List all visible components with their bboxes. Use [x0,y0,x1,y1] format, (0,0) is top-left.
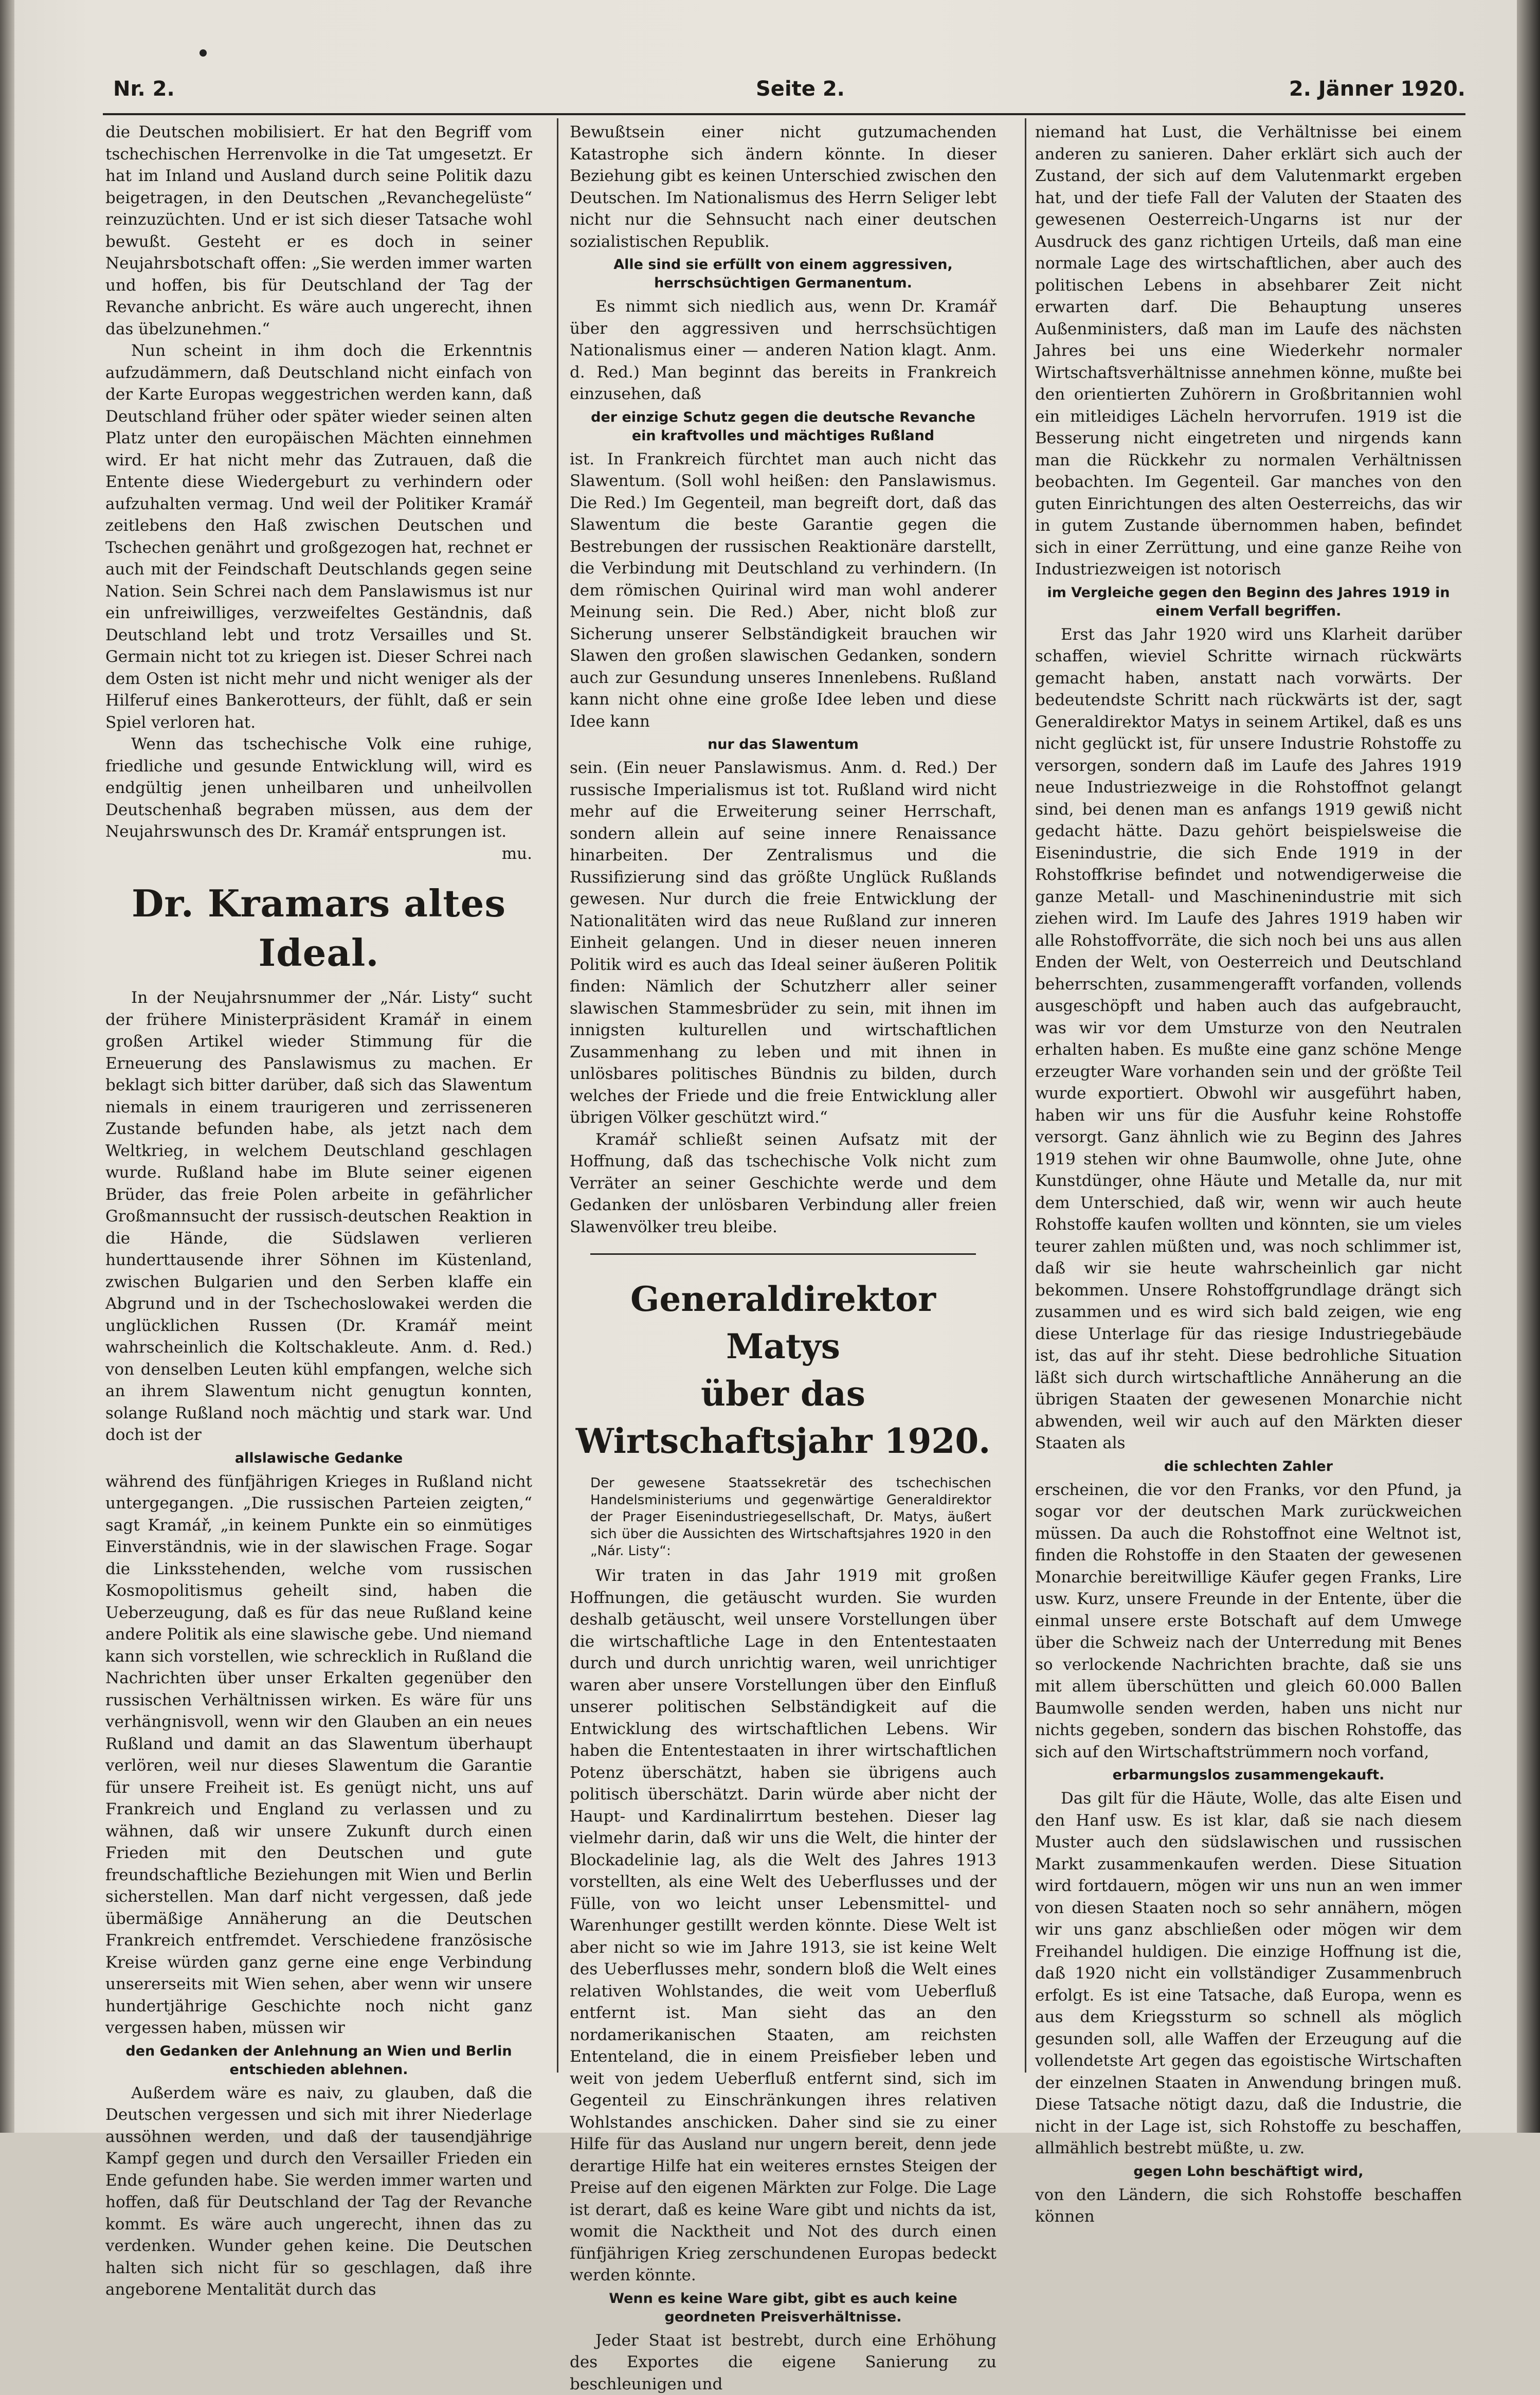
subheading: nur das Slawentum [580,735,986,754]
article-intro: Der gewesene Staatssekretär des tschechischen Handelsministeriums und gegenwärtige Generaldirektor der Prager Eisenindustriegesellschaft, Dr. Matys, äußert sich über die Aussichten des Wirtschaftsjahres 1920 in den „Nár. Listy“: [590,1475,991,1560]
article-headline [570,1275,997,1465]
column-1 [105,121,532,2060]
article-paragraph: niemand hat Lust, die Verhältnisse bei einem anderen zu sanieren. Daher erklärt sich auch der Zustand, der sich auf dem Valutenmarkt ergeben hat, und der tiefe Fall der Valuten der Staaten des gewesenen Oesterreich-Ungarns ist nur der Ausdruck des ganz richtigen Urteils, daß man eine normale Lage des wirtschaftlichen, aber auch des politischen Lebens in absehbarer Zeit nicht erwarten darf. Die Behauptung unseres Außenministers, daß man im Laufe des nächsten Jahres bei uns eine Wiederkehr normaler Wirtschaftsverhältnisse annehmen könne, mußte bei den orientierten Zuhörern in Großbritannien wohl ein mitleidiges Lächeln hervorrufen. 1919 ist die Besserung nicht eingetreten und nirgends kann man die Rückkehr zu normalen Verhältnissen beobachten. Im Gegenteil. Gar manches von den guten Einrichtungen des alten Oesterreichs, das wir in gutem Zustande übernommen haben, befindet sich in einer Zerrüttung, und eine ganze Reihe von Industriezweigen ist notorisch [1035,121,1462,581]
article-paragraph: Kramář schließt seinen Aufsatz mit der Hoffnung, daß das tschechische Volk nicht zum Verräter an seiner Geschichte werde und dem Gedanken der unlösbaren Verbindung aller freien Slawenvölker treu bleibe. [570,1129,997,1238]
issue-date: 2. Jänner 1920. [1289,77,1465,101]
article-paragraph: während des fünfjährigen Krieges in Rußland nicht untergegangen. „Die russischen Parteien zeigten,“ sagt Kramář, „in keinem Punkte ein so einmütiges Einverständnis, wie in der slawischen Frage. Sogar die Linksstehenden, welche vom russischen Kosmopolitismus geheilt sind, haben die Ueberzeugung, daß es für das neue Rußland keine andere Politik als eine slawische gebe. Und niemand kann sich vorstellen, wie schrecklich in Rußland die Nachrichten über unser Erkalten gegenüber den russischen Verhältnissen wirken. Es wäre für uns verhängnisvoll, wenn wir den Glauben an ein neues Rußland und damit an das Slawentum überhaupt verlören, weil nur dieses Slawentum die Garantie für unsere Freiheit ist. Es genügt nicht, uns auf Frankreich und England zu verlassen und zu wähnen, daß wir unsere Zukunft durch einen Frieden mit den Deutschen und gute freundschaftliche Beziehungen mit Wien und Berlin sicherstellen. Man darf nicht vergessen, daß jede übermäßige Annäherung an die Deutschen Frankreich entfremdet. Verschiedene französische Kreise würden ganz gerne eine enge Verbindung unsererseits mit Wien sehen, aber wenn wir unsere hundertjährige Geschichte noch nicht ganz vergessen haben, müssen wir [105,1471,532,2039]
article-paragraph: Nun scheint in ihm doch die Erkenntnis aufzudämmern, daß Deutschland nicht einfach von der Karte Europas weggestrichen werden kann, daß Deutschland früher oder später wieder seinen alten Platz unter den europäischen Mächten einnehmen wird. Er hat nicht mehr das Zutrauen, daß die Entente diese Wiedergeburt zu verhindern oder aufzuhalten vermag. Und weil der Politiker Kramář zeitlebens den Haß zwischen Deutschen und Tschechen genährt und großgezogen hat, rechnet er auch mit der Feindschaft Deutschlands gegen seine Nation. Sein Schrei nach dem Panslawismus ist nur ein unfreiwilliges, verzweifeltes Geständnis, daß Deutschland lebt und trotz Versailles und St. Germain nicht tot zu kriegen ist. Dieser Schrei nach dem Osten ist nicht mehr und nicht weniger als der Hilferuf eines Bankerotteurs, der fühlt, daß er sein Spiel verloren hat. [105,340,532,733]
binding-shadow [0,0,14,2133]
subheading: die schlechten Zahler [1045,1457,1452,1476]
page-number: Seite 2. [756,77,845,101]
article-paragraph: Es nimmt sich niedlich aus, wenn Dr. Kramář über den aggressiven und herrschsüchtigen Nationalismus einer — anderen Nation klagt. Anm. d. Red.) Man beginnt das bereits in Frankreich einzusehen, daß [570,296,997,405]
subheading: im Vergleiche gegen den Beginn des Jahres 1919 in einem Verfall begriffen. [1045,584,1452,621]
column-3 [1035,121,1462,2060]
article-paragraph: sein. (Ein neuer Panslawismus. Anm. d. Red.) Der russische Imperialismus ist tot. Rußland wird nicht mehr auf die Erweiterung seiner Herrschaft, sondern allein auf seine innere Renaissance hinarbeiten. Der Zentralismus und die Russifizierung sind das größte Unglück Rußlands gewesen. Nur durch die freie Entwicklung der Nationalitäten wird das neue Rußland zur inneren Einheit gelangen. Und in dieser neuen inneren Politik wird es auch das Ideal seiner äußeren Politik finden: Nämlich der Schutzherr aller seiner slawischen Stammesbrüder zu sein, mit ihnen im innigsten kulturellen und wirtschaftlichen Zusammenhang zu leben und mit ihnen in unlösbares politisches Bündnis zu bilden, durch welches der Friede und die freie Entwicklung aller übrigen Völker geschützt wird.“ [570,757,997,1129]
article-paragraph: In der Neujahrsnummer der „Nár. Listy“ sucht der frühere Ministerpräsident Kramář in einem großen Artikel wieder Stimmung für die Erneuerung des Panslawismus zu machen. Er beklagt sich bitter darüber, daß sich das Slawentum niemals in einem traurigeren und zerrisseneren Zustande befunden habe, als jetzt nach dem Weltkrieg, in welchem Deutschland geschlagen wurde. Rußland habe im Blute seiner eigenen Brüder, das freie Polen arbeite in gefährlicher Großmannsucht der russisch-deutschen Reaktion in die Hände, die Südslawen verlieren hunderttausende ihrer Söhnen im Küstenland, zwischen Bulgarien und den Serben klaffe ein Abgrund und in der Tschechoslowakei werden die unglücklichen Russen (Dr. Kramář meint wahrscheinlich die Koltschakleute. Anm. d. Red.) von denselben Leuten kühl empfangen, welche sich an ihrem Slawentum nicht genugtun konnten, solange Rußland noch mächtig und stark war. Und doch ist der [105,987,532,1446]
article-paragraph: Erst das Jahr 1920 wird uns Klarheit darüber schaffen, wieviel Schritte wirnach rückwärts gemacht haben, anstatt nach vorwärts. Der bedeutendste Schritt nach rückwärts ist der, sagt Generaldirektor Matys in seinem Artikel, daß es uns nicht geglückt ist, für unsere Industrie Rohstoffe zu versorgen, sondern daß im Laufe des Jahres 1919 neue Industriezweige in die Rohstoffnot gelangt sind, bei denen man es anfangs 1919 gewiß nicht gedacht hätte. Dazu gehört beispielsweise die Eisenindustrie, die sich Ende 1919 in der Rohstoffkrise befindet und notwendigerweise die ganze Metall- und Maschinenindustrie mit sich ziehen wird. Im Laufe des Jahres 1919 haben wir alle Rohstoffvorräte, die sich noch bei uns aus allen Enden der Welt, von Oesterreich und Deutschland beherrschten, zusammengerafft vorfanden, vollends ausgeschöpft und haben auch das aufgebraucht, was wir vor dem Umsturze von den Neutralen erhalten haben. Es mußte eine ganz schöne Menge erzeugter Ware vorhanden sein und der größte Teil wurde exportiert. Obwohl wir ausgeführt haben, haben wir uns für die Ausfuhr keine Rohstoffe versorgt. Ganz ähnlich wie zu Beginn des Jahres 1919 stehen wir ohne Baumwolle, ohne Jute, ohne Kunstdünger, ohne Häute und Metalle da, nur mit dem Unterschied, daß wir, wenn wir auch heute Rohstoffe kaufen wollten und könnten, sie um vieles teurer zahlen müßten und, was noch schlimmer ist, daß wir sie heute wahrscheinlich gar nicht bekommen. Unsere Rohstoffgrundlage drängt sich zusammen und es wird sich bald zeigen, wie eng diese Unterlage für das riesige Industriegebäude ist, das auf ihr steht. Diese bedrohliche Situation läßt sich durch wirtschaftliche Annäherung an die übrigen Staaten der gewesenen Monarchie nicht abwenden, weil wir auch auf den Märkten dieser Staaten als [1035,624,1462,1454]
article-paragraph: Wir traten in das Jahr 1919 mit großen Hoffnungen, die getäuscht wurden. Sie wurden deshalb getäuscht, weil unsere Vorstellungen über die wirtschaftliche Lage in den Ententestaaten durch und durch unrichtig waren, weil unrichtiger waren aber unsere Vorstellungen über den Einfluß unserer politischen Selbständigkeit auf die Entwicklung des wirtschaftlichen Lebens. Wir haben die Ententestaaten in ihrer wirtschaftlichen Potenz überschätzt, haben sie übrigens auch politisch überschätzt. Darin würde aber nicht der Haupt- und Kardinalirrtum bestehen. Dieser lag vielmehr darin, daß wir uns die Welt, die hinter der Blockadelinie lag, als die Welt des Jahres 1913 vorstellten, als eine Welt des Ueberflusses und der Fülle, von wo leicht unser Lebensmittel- und Warenhunger gestillt werden könnte. Diese Welt ist aber nicht so wie im Jahre 1913, sie ist keine Welt des Ueberflusses mehr, sondern bloß die Welt eines relativen Wohlstandes, die weit vom Ueberfluß entfernt ist. Man sieht das an den nordamerikanischen Staaten, am reichsten Ententeland, die in einem Preisfieber leben und weit von jedem Ueberfluß entfernt sind, sich im Gegenteil zu Einschränkungen ihres relativen Wohlstandes anschicken. Daher sind sie zu einer Hilfe für das Ausland nur ungern bereit, denn jede derartige Hilfe hat ein weiteres ernstes Steigen der Preise auf den eigenen Märkten zur Folge. Die Lage ist derart, daß es keine Ware gibt und nichts da ist, womit die Nacktheit und Not des durch einen fünfjährigen Krieg zerschundenen Europas bedeckt werden könnte. [570,1565,997,2286]
author-signature: mu. [105,843,532,865]
article-paragraph: Das gilt für die Häute, Wolle, das alte Eisen und den Hanf usw. Es ist klar, daß sie nach diesem Muster auch den südslawischen und russischen Markt zusammenkaufen werden. Diese Situation wird fortdauern, mögen wir uns nun an wen immer von diesen Staaten noch so sehr annähern, mögen wir uns ganz abschließen oder mögen wir dem Freihandel huldigen. Die einzige Hoffnung ist die, daß 1920 nicht ein vollständiger Zusammenbruch erfolgt. Es ist eine Tatsache, daß Europa, wenn es aus dem Kriegssturm so schnell als möglich gesunden soll, alle Waffen der Erzeugung auf die vollendetste Art gegen das egoistische Wirtschaften der einzelnen Staaten in Anwendung bringen muß. Diese Tatsache nötigt dazu, daß die Industrie, die nicht in der Lage ist, sich Rohstoffe zu beschaffen, allmählich bestrebt müßte, u. zw. [1035,1788,1462,2159]
article-paragraph: Jeder Staat ist bestrebt, durch eine Erhöhung des Exportes die eigene Sanierung zu beschleunigen und [570,2330,997,2395]
issue-number: Nr. 2. [113,77,175,101]
headline-line-2: über das Wirtschaftsjahr 1920. [570,1370,997,1465]
article-paragraph: Außerdem wäre es naiv, zu glauben, daß die Deutschen vergessen und sich mit ihrer Niederlage aussöhnen werden, und daß der tausendjährige Kampf gegen und durch den Versailler Frieden ein Ende gefunden habe. Sie werden immer warten und hoffen, daß für Deutschland der Tag der Revanche kommt. Es wäre auch ungerecht, ihnen das zu verdenken. Wunder gehen keine. Die Deutschen halten sich nicht für so geschlagen, daß ihre angeborene Mentalität durch das [105,2082,532,2301]
page-edge [1517,0,1540,2133]
article-paragraph: ist. In Frankreich fürchtet man auch nicht das Slawentum. (Soll wohl heißen: den Panslawismus. Die Red.) Im Gegenteil, man begreift dort, daß das Slawentum die beste Garantie gegen die Bestrebungen der russischen Reaktionäre darstellt, die Verbindung mit Deutschland zu verhindern. (In dem römischen Quirinal wird man wohl anderer Meinung sein. Die Red.) Aber, nicht bloß zur Sicherung unserer Selbständigkeit brauchen wir Slawen den großen slawischen Gedanken, sondern auch zur Gesundung unseres Innenlebens. Rußland kann nicht ohne eine große Idee leben und diese Idee kann [570,448,997,733]
subheading: allslawische Gedanke [116,1449,522,1468]
subheading: Wenn es keine Ware gibt, gibt es auch keine geordneten Preisverhältnisse. [580,2290,986,2327]
article-paragraph: erscheinen, die vor den Franks, vor den Pfund, ja sogar vor der deutschen Mark zurückweichen müssen. Da auch die Rohstoffnot eine Weltnot ist, finden die Rohstoffe in den Staaten der gewesenen Monarchie bereitwillige Käufer gegen Franks, Lire usw. Kurz, unsere Freunde in der Entente, über die einmal unsere erste Botschaft auf dem Umwege über die Schweiz nach der Unterredung mit Benes so verlockende Nachrichten brachte, daß sie uns mit allem überschütten und gleich 60.000 Ballen Baumwolle senden werden, haben uns nicht nur nichts gegeben, sondern das bischen Rohstoffe, das sich auf den Wirtschaftstrümmern noch vorfand, [1035,1479,1462,1763]
headline-line-1: Generaldirektor Matys [570,1275,997,1370]
article-paragraph: Wenn das tschechische Volk eine ruhige, friedliche und gesunde Entwicklung will, wird es endgültig jenen unheilbaren und unheilvollen Deutschenhaß begraben müssen, aus dem der Neujahrswunsch des Dr. Kramář entsprungen ist. [105,733,532,843]
article-paragraph: Bewußtsein einer nicht gutzumachenden Katastrophe sich ändern könnte. In dieser Beziehung gibt es keinen Unterschied zwischen den Deutschen. Im Nationalismus des Herrn Seliger lebt nicht nur die Sehnsucht nach einer deutschen sozialistischen Republik. [570,121,997,253]
subheading: gegen Lohn beschäftigt wird, [1045,2163,1452,2181]
column-rule-2 [1025,118,1026,2073]
subheading: den Gedanken der Anlehnung an Wien und Berlin entschieden ablehnen. [116,2042,522,2079]
subheading: der einzige Schutz gegen die deutsche Revanche ein kraftvolles und mächtiges Rußland [580,408,986,445]
column-rule-1 [557,118,558,2073]
subheading: erbarmungslos zusammengekauft. [1045,1766,1452,1785]
article-paragraph: von den Ländern, die sich Rohstoffe beschaffen können [1035,2184,1462,2228]
article-headline: Dr. Kramars altes Ideal. [105,879,532,978]
article-paragraph: die Deutschen mobilisiert. Er hat den Begriff vom tschechischen Herrenvolke in die Tat umgesetzt. Er hat im Inland und Ausland durch seine Politik dazu beigetragen, in den Deutschen „Revanchegelüste“ reinzuzüchten. Und er ist sich dieser Tatsache wohl bewußt. Gesteht er es doch in seiner Neujahrsbotschaft offen: „Sie werden immer warten und hoffen, bis für Deutschland der Tag der Revanche anbricht. Es wäre auch ungerecht, ihnen das übelzunehmen.“ [105,121,532,340]
header-rule [103,113,1465,115]
page-header [103,77,1465,113]
column-2 [570,121,997,2060]
subheading: Alle sind sie erfüllt von einem aggressiven, herrschsüchtigen Germanentum. [580,256,986,293]
article-separator [590,1253,976,1255]
ink-dot [200,49,207,57]
